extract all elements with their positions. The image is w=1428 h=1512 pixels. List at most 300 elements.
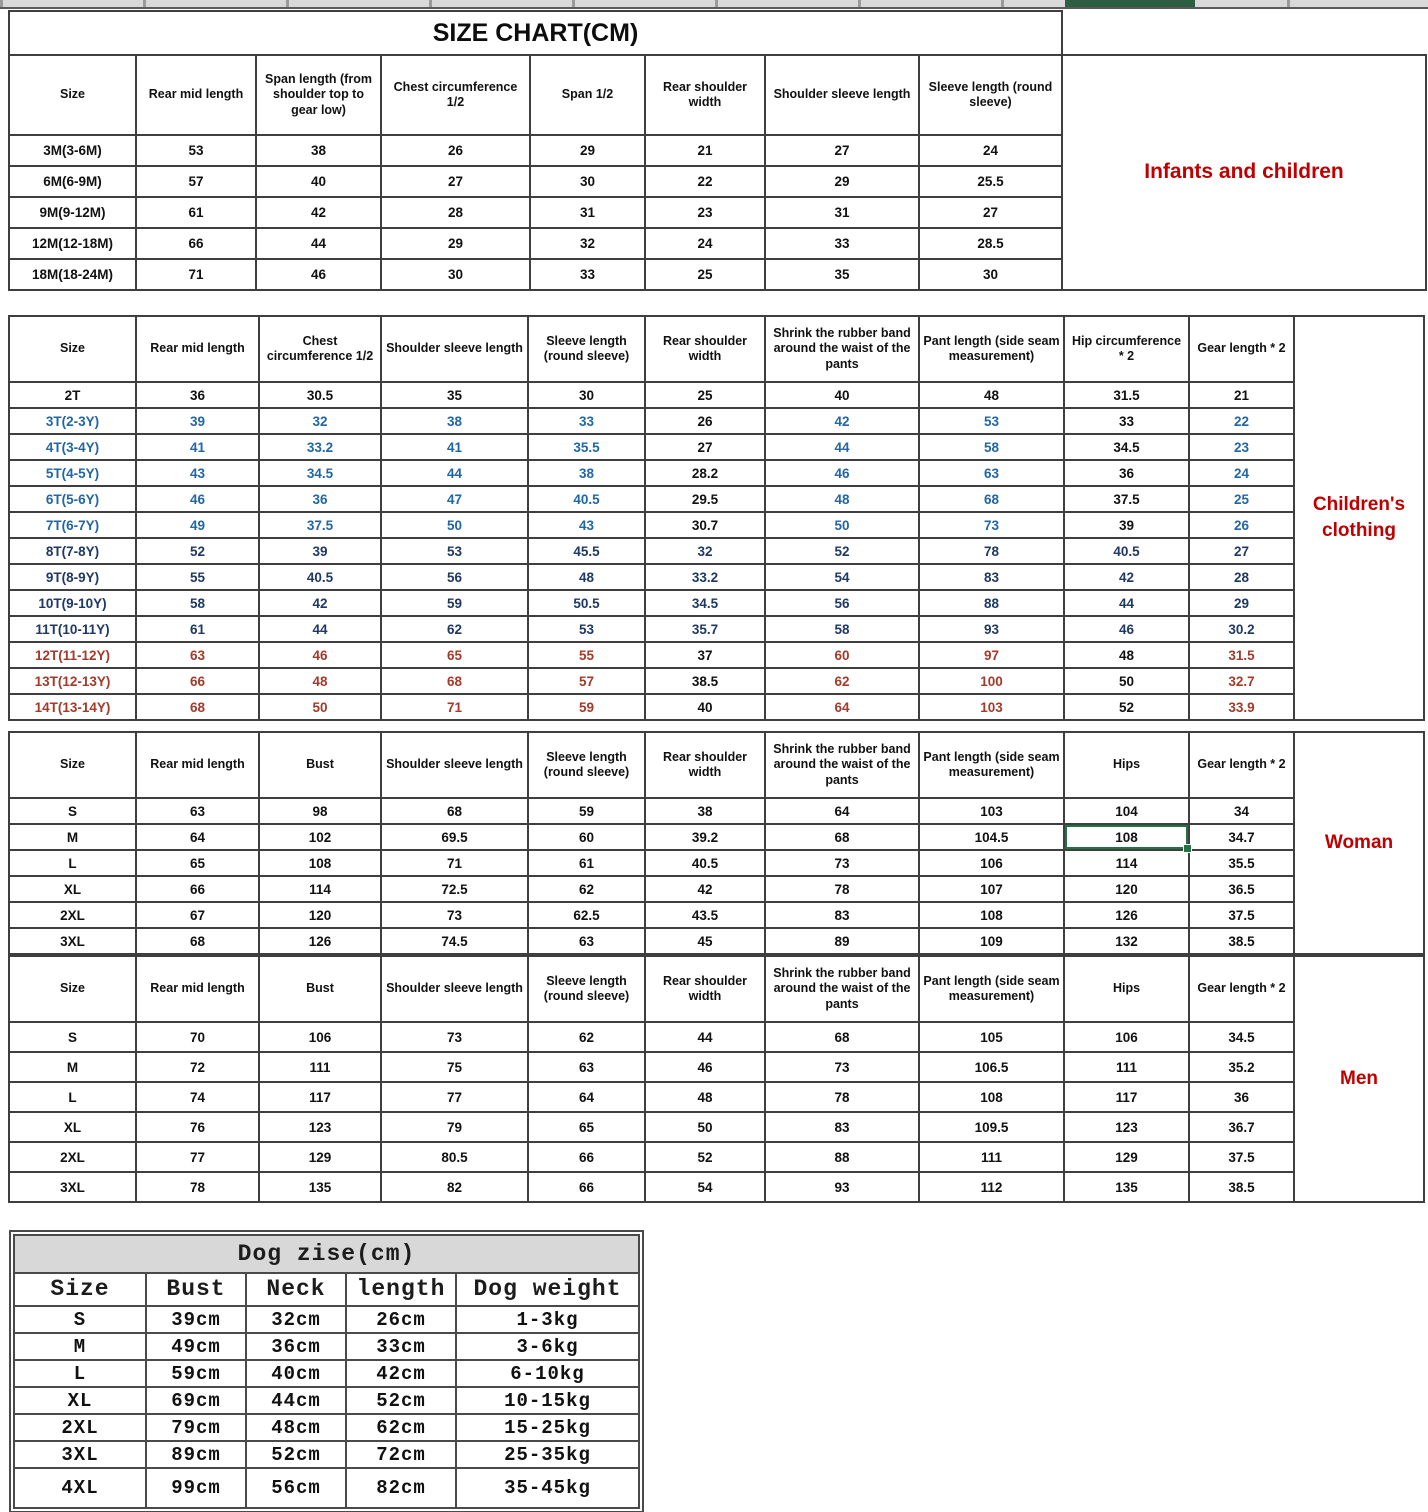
table-cell: 108 [260,851,380,875]
table-cell: 33 [531,260,644,289]
table-cell: 59cm [147,1361,245,1386]
table-cell: 32 [646,539,764,563]
table-cell: 66 [529,1143,644,1171]
column-header: Chest circumference 1/2 [260,317,380,381]
table-cell: 53 [137,136,255,165]
table-cell: 79 [382,1113,527,1141]
table-cell: 40.5 [646,851,764,875]
table-cell: 31.5 [1065,383,1188,407]
table-cell: 39.2 [646,825,764,849]
table-cell: 49 [137,513,258,537]
table-cell: 44 [766,435,918,459]
table-cell: 78 [766,1083,918,1111]
table-cell: 123 [260,1113,380,1141]
column-header: Pant length (side seam measurement) [920,957,1063,1021]
men-size-table [8,955,1295,1203]
table-cell: 56cm [247,1469,345,1507]
table-cell: 42 [257,198,380,227]
table-cell: 88 [920,591,1063,615]
column-header: Rear shoulder width [646,317,764,381]
table-cell: 68 [920,487,1063,511]
table-cell: 106.5 [920,1053,1063,1081]
table-cell: 106 [1065,1023,1188,1051]
table-cell: 26 [646,409,764,433]
table-cell: 34.5 [1190,1023,1293,1051]
table-cell: 27 [382,167,529,196]
table-cell: 44 [646,1023,764,1051]
table-cell: 75 [382,1053,527,1081]
table-cell: 78 [137,1173,258,1201]
table-cell: 135 [1065,1173,1188,1201]
row-size-cell: 2T [10,383,135,407]
row-size-cell: 3XL [10,929,135,953]
infants-label: Infants and children [1061,54,1427,291]
table-cell: 30 [382,260,529,289]
column-header: Gear length * 2 [1190,317,1293,381]
table-cell: 32.7 [1190,669,1293,693]
table-cell: 114 [1065,851,1188,875]
table-cell: 35.7 [646,617,764,641]
table-cell: 1-3kg [457,1307,638,1332]
table-cell: 22 [646,167,764,196]
table-cell: 82cm [347,1469,455,1507]
table-cell: 37.5 [1065,487,1188,511]
table-cell: 33 [529,409,644,433]
row-size-cell: 18M(18-24M) [10,260,135,289]
column-header: Bust [260,957,380,1021]
table-cell: 46 [1065,617,1188,641]
table-cell: 74.5 [382,929,527,953]
woman-label: Woman [1293,731,1425,955]
column-header: Neck [247,1274,345,1305]
table-cell: 40cm [247,1361,345,1386]
column-header: Shoulder sleeve length [382,733,527,797]
table-cell: 55 [137,565,258,589]
table-cell: 111 [260,1053,380,1081]
table-cell: 52 [646,1143,764,1171]
table-cell: 73 [382,903,527,927]
table-cell: 28 [1190,565,1293,589]
row-size-cell: 4XL [15,1469,145,1507]
table-cell: 36 [137,383,258,407]
table-cell: 107 [920,877,1063,901]
table-cell: 126 [1065,903,1188,927]
row-size-cell: 6T(5-6Y) [10,487,135,511]
table-cell: 117 [1065,1083,1188,1111]
table-cell: 54 [766,565,918,589]
table-cell: 63 [529,1053,644,1081]
table-cell: 69cm [147,1388,245,1413]
table-cell: 3-6kg [457,1334,638,1359]
table-cell: 129 [1065,1143,1188,1171]
table-cell: 28.2 [646,461,764,485]
table-cell: 105 [920,1023,1063,1051]
table-cell: 35 [382,383,527,407]
table-cell: 41 [137,435,258,459]
table-cell: 50 [1065,669,1188,693]
row-size-cell: 13T(12-13Y) [10,669,135,693]
column-header: Dog weight [457,1274,638,1305]
table-cell: 44 [382,461,527,485]
row-size-cell: 12M(12-18M) [10,229,135,258]
column-header: Sleeve length (round sleeve) [920,56,1061,134]
dog-section [10,1231,643,1512]
table-cell: 114 [260,877,380,901]
table-cell: 99cm [147,1469,245,1507]
table-cell: 50 [382,513,527,537]
table-cell: 77 [137,1143,258,1171]
table-cell: 61 [529,851,644,875]
table-cell: 33.2 [646,565,764,589]
table-cell: 29 [1190,591,1293,615]
selection-handle [1183,844,1192,853]
table-cell: 83 [766,1113,918,1141]
table-cell: 45 [646,929,764,953]
table-title: Dog zise(cm) [15,1236,638,1272]
dog-size-table [13,1234,640,1509]
column-header: Size [10,56,135,134]
table-cell: 34.7 [1190,825,1293,849]
table-cell: 68 [766,825,918,849]
row-size-cell: S [10,1023,135,1051]
table-cell: 36.5 [1190,877,1293,901]
table-cell: 24 [646,229,764,258]
men-section [8,955,1428,1203]
table-cell: 62.5 [529,903,644,927]
table-cell: 23 [646,198,764,227]
children-label: Children's clothing [1293,315,1425,721]
table-cell: 63 [137,799,258,823]
table-cell: 32cm [247,1307,345,1332]
table-cell: 25.5 [920,167,1061,196]
table-cell: 62 [382,617,527,641]
table-cell: 58 [766,617,918,641]
table-cell: 129 [260,1143,380,1171]
table-cell: 60 [766,643,918,667]
table-cell: 31.5 [1190,643,1293,667]
table-cell: 38.5 [1190,929,1293,953]
row-size-cell: 5T(4-5Y) [10,461,135,485]
table-cell: 52 [1065,695,1188,719]
table-cell: 37.5 [1190,903,1293,927]
column-header: Rear shoulder width [646,957,764,1021]
table-cell: 25 [646,383,764,407]
table-cell: 120 [1065,877,1188,901]
table-cell: 82 [382,1173,527,1201]
table-cell: 78 [766,877,918,901]
table-cell: 68 [137,929,258,953]
table-cell: 33 [766,229,918,258]
table-cell: 28.5 [920,229,1061,258]
table-cell: 66 [137,229,255,258]
table-cell: 36 [1190,1083,1293,1111]
table-cell: 109 [920,929,1063,953]
table-cell: 109.5 [920,1113,1063,1141]
table-cell: 52 [137,539,258,563]
infants-size-table [8,54,1063,291]
table-cell: 32 [260,409,380,433]
table-cell: 72.5 [382,877,527,901]
table-cell: 36cm [247,1334,345,1359]
column-header: Size [10,317,135,381]
table-cell: 123 [1065,1113,1188,1141]
column-header: Rear mid length [137,317,258,381]
table-cell: 46 [260,643,380,667]
table-cell: 40.5 [260,565,380,589]
table-cell: 73 [766,1053,918,1081]
table-cell: 71 [382,695,527,719]
table-cell: 35 [766,260,918,289]
column-header: Shrink the rubber band around the waist of the pants [766,733,918,797]
column-header: Span 1/2 [531,56,644,134]
row-size-cell: 9M(9-12M) [10,198,135,227]
table-cell: 37 [646,643,764,667]
table-cell: 53 [382,539,527,563]
table-cell: 63 [137,643,258,667]
table-cell: 66 [137,669,258,693]
column-header: Shoulder sleeve length [382,317,527,381]
table-cell: 83 [766,903,918,927]
table-cell: 93 [766,1173,918,1201]
table-cell: 34.5 [260,461,380,485]
column-header: Shoulder sleeve length [382,957,527,1021]
table-cell: 65 [137,851,258,875]
table-cell: 58 [920,435,1063,459]
table-cell: 132 [1065,929,1188,953]
table-cell: 52 [766,539,918,563]
table-cell: 80.5 [382,1143,527,1171]
table-cell: 53 [529,617,644,641]
table-cell: 59 [382,591,527,615]
table-cell: 135 [260,1173,380,1201]
table-cell: 59 [529,695,644,719]
row-size-cell: XL [10,1113,135,1141]
table-cell: 33 [1065,409,1188,433]
table-cell: 120 [260,903,380,927]
table-cell: 89cm [147,1442,245,1467]
table-cell: 42 [766,409,918,433]
column-header: Rear mid length [137,957,258,1021]
column-header: Pant length (side seam measurement) [920,317,1063,381]
table-cell: 30.5 [260,383,380,407]
table-cell: 58 [137,591,258,615]
table-cell: 36 [1065,461,1188,485]
row-size-cell: XL [15,1388,145,1413]
row-size-cell: S [15,1307,145,1332]
table-cell: 72 [137,1053,258,1081]
table-cell: 74 [137,1083,258,1111]
selected-column-indicator [1065,0,1195,7]
table-cell: 48 [1065,643,1188,667]
table-cell: 33.9 [1190,695,1293,719]
woman-size-table [8,731,1295,955]
table-cell: 126 [260,929,380,953]
table-cell: 98 [260,799,380,823]
column-header: length [347,1274,455,1305]
row-size-cell: M [10,1053,135,1081]
table-cell: 25 [1190,487,1293,511]
row-size-cell: 6M(6-9M) [10,167,135,196]
table-cell: 33.2 [260,435,380,459]
table-cell: 44 [260,617,380,641]
table-cell: 44 [1065,591,1188,615]
row-size-cell: 11T(10-11Y) [10,617,135,641]
table-cell: 40.5 [1065,539,1188,563]
table-cell: 29.5 [646,487,764,511]
table-cell: 61 [137,617,258,641]
table-cell: 38 [529,461,644,485]
table-cell: 64 [766,695,918,719]
table-cell: 79cm [147,1415,245,1440]
table-cell: 67 [137,903,258,927]
table-cell: 117 [260,1083,380,1111]
table-cell: 65 [529,1113,644,1141]
table-cell: 88 [766,1143,918,1171]
table-cell: 56 [766,591,918,615]
column-header: Pant length (side seam measurement) [920,733,1063,797]
table-cell: 64 [137,825,258,849]
table-cell: 72cm [347,1442,455,1467]
table-cell: 73 [766,851,918,875]
table-cell: 62 [529,1023,644,1051]
table-cell: 24 [920,136,1061,165]
table-cell: 42 [260,591,380,615]
table-cell: 6-10kg [457,1361,638,1386]
table-cell: 57 [137,167,255,196]
table-cell: 35.2 [1190,1053,1293,1081]
column-header: Size [10,733,135,797]
table-cell: 38.5 [646,669,764,693]
table-cell: 59 [529,799,644,823]
excel-gridline-strip [0,0,1428,9]
table-cell: 39 [1065,513,1188,537]
row-size-cell: S [10,799,135,823]
table-cell: 42 [646,877,764,901]
table-cell: 40.5 [529,487,644,511]
table-cell: 38 [646,799,764,823]
table-cell: 106 [920,851,1063,875]
children-size-table [8,315,1295,721]
woman-section [8,731,1428,955]
table-cell: 54 [646,1173,764,1201]
table-cell: 32 [531,229,644,258]
table-cell: 69.5 [382,825,527,849]
table-cell: 24 [1190,461,1293,485]
column-header: Size [10,957,135,1021]
table-cell: 73 [382,1023,527,1051]
table-cell: 62 [529,877,644,901]
infants-section [8,10,1428,291]
table-cell: 47 [382,487,527,511]
table-cell: 25-35kg [457,1442,638,1467]
table-cell: 102 [260,825,380,849]
table-cell: 55 [529,643,644,667]
table-cell: 30.7 [646,513,764,537]
section-gap [8,721,1428,731]
table-cell: 64 [529,1083,644,1111]
table-cell: 39cm [147,1307,245,1332]
table-cell: 40 [766,383,918,407]
table-cell: 83 [920,565,1063,589]
table-cell: 27 [646,435,764,459]
table-cell: 89 [766,929,918,953]
column-header: Gear length * 2 [1190,957,1293,1021]
table-cell: 39 [260,539,380,563]
table-cell: 43.5 [646,903,764,927]
table-cell: 48 [529,565,644,589]
table-cell: 68 [382,799,527,823]
table-cell: 26 [1190,513,1293,537]
table-cell: 111 [1065,1053,1188,1081]
row-size-cell: M [10,825,135,849]
table-cell: 76 [137,1113,258,1141]
table-cell: 43 [137,461,258,485]
table-cell: 103 [920,695,1063,719]
table-cell: 34.5 [646,591,764,615]
row-size-cell: 2XL [10,1143,135,1171]
table-cell: 45.5 [529,539,644,563]
column-header: Sleeve length (round sleeve) [529,733,644,797]
row-size-cell: 7T(6-7Y) [10,513,135,537]
men-label: Men [1293,955,1425,1203]
table-cell: 78 [920,539,1063,563]
children-section [8,315,1428,721]
table-cell: 48 [920,383,1063,407]
table-cell: 108 [920,1083,1063,1111]
table-cell: 104.5 [920,825,1063,849]
table-cell: 39 [137,409,258,433]
table-cell: 68 [766,1023,918,1051]
table-cell: 34 [1190,799,1293,823]
title-side-spacer [1063,10,1427,54]
row-size-cell: 10T(9-10Y) [10,591,135,615]
row-size-cell: 3M(3-6M) [10,136,135,165]
table-cell: 53 [920,409,1063,433]
row-size-cell: M [15,1334,145,1359]
table-cell: 68 [382,669,527,693]
table-cell: 30 [920,260,1061,289]
column-header: Rear shoulder width [646,56,764,134]
column-header: Rear mid length [137,56,255,134]
table-cell: 10-15kg [457,1388,638,1413]
table-cell: 46 [766,461,918,485]
table-cell: 50 [766,513,918,537]
table-cell: 37.5 [260,513,380,537]
table-cell: 70 [137,1023,258,1051]
table-cell: 52cm [347,1388,455,1413]
table-cell: 22 [1190,409,1293,433]
table-cell: 30.2 [1190,617,1293,641]
table-cell: 106 [260,1023,380,1051]
row-size-cell: L [10,1083,135,1111]
table-cell: 73 [920,513,1063,537]
table-cell: 26cm [347,1307,455,1332]
column-header: Chest circumference 1/2 [382,56,529,134]
table-cell: 65 [382,643,527,667]
table-cell: 29 [382,229,529,258]
column-header: Rear mid length [137,733,258,797]
table-cell: 25 [646,260,764,289]
column-header: Hip circumference * 2 [1065,317,1188,381]
table-cell: 27 [920,198,1061,227]
table-cell: 34.5 [1065,435,1188,459]
table-cell: 61 [137,198,255,227]
table-cell: 108 [920,903,1063,927]
table-cell: 23 [1190,435,1293,459]
table-cell: 93 [920,617,1063,641]
table-cell: 41 [382,435,527,459]
table-cell: 43 [529,513,644,537]
